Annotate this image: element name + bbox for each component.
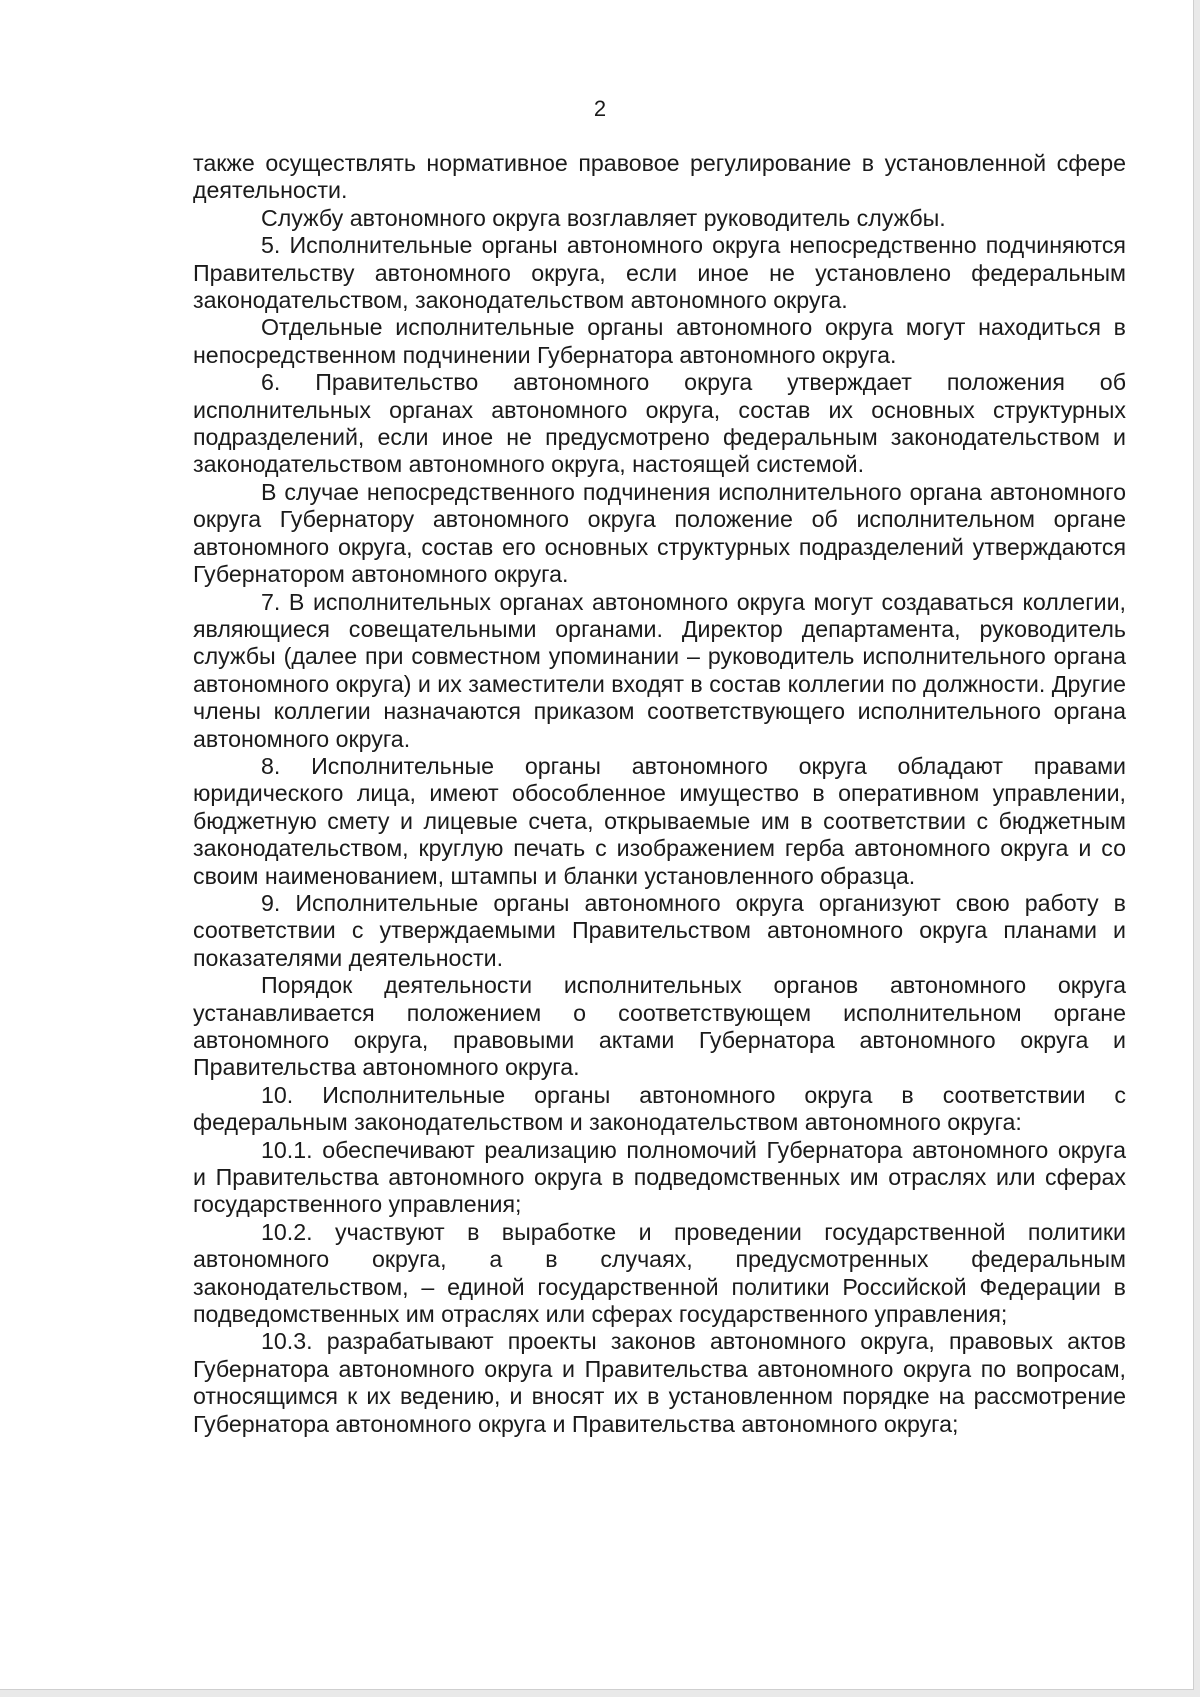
- paragraph-item-8: 8. Исполнительные органы автономного округа обладают правами юридического лица, имеют обособленное имущество в оперативном управлении, бюджетную смету и лицевые счета, открываемые им в соответствии с бюджетным законодательством, круглую печать с изображением герба автономного округа и со своим наименованием, штампы и бланки установленного образца.: [193, 752, 1126, 889]
- paragraph-item-10-1: 10.1. обеспечивают реализацию полномочий Губернатора автономного округа и Правительства автономного округа в подведомственных им отраслях или сферах государственного управления;: [193, 1136, 1126, 1218]
- paragraph-item-7: 7. В исполнительных органах автономного округа могут создаваться коллегии, являющиеся совещательными органами. Директор департамента, руководитель службы (далее при совместном упоминании – руководитель исполнительного органа автономного округа) и их заместители входят в состав коллегии по должности. Другие члены коллегии назначаются приказом соответствующего исполнительного органа автономного округа.: [193, 588, 1126, 752]
- paragraph-item-5: 5. Исполнительные органы автономного округа непосредственно подчиняются Правительству автономного округа, если иное не установлено федеральным законодательством, законодательством автономного округа.: [193, 232, 1126, 314]
- paragraph-item-6-governor: В случае непосредственного подчинения исполнительного органа автономного округа Губернатору автономного округа положение об исполнительном органе автономного округа, состав его основных структурных подразделений утверждаются Губернатором автономного округа.: [193, 478, 1126, 588]
- page-number: 2: [593, 96, 607, 121]
- paragraph-item-10-2: 10.2. участвуют в выработке и проведении государственной политики автономного округа, а в случаях, предусмотренных федеральным законодательством, – единой государственной политики Российской Федерации в подведомственных им отраслях или сферах государственного управления;: [193, 1218, 1126, 1328]
- document-body: [193, 150, 1126, 1438]
- paragraph-item-6: 6. Правительство автономного округа утверждает положения об исполнительных органах автономного округа, состав их основных структурных подразделений, если иное не предусмотрено федеральным законодательством и законодательством автономного округа, настоящей системой.: [193, 369, 1126, 478]
- paragraph-item-9: 9. Исполнительные органы автономного округа организуют свою работу в соответствии с утверждаемыми Правительством автономного округа планами и показателями деятельности.: [193, 889, 1126, 971]
- paragraph-item-5-subordination: Отдельные исполнительные органы автономного округа могут находиться в непосредственном подчинении Губернатора автономного округа.: [193, 314, 1126, 368]
- paragraph-item-9-procedure: Порядок деятельности исполнительных органов автономного округа устанавливается положением о соответствующем исполнительном органе автономного округа, правовыми актами Губернатора автономного округа и Правительства автономного округа.: [193, 972, 1126, 1081]
- paragraph-item-10: 10. Исполнительные органы автономного округа в соответствии с федеральным законодательством и законодательством автономного округа:: [193, 1081, 1126, 1136]
- paragraph-item-10-3: 10.3. разрабатывают проекты законов автономного округа, правовых актов Губернатора автономного округа и Правительства автономного округа по вопросам, относящимся к их ведению, и вносят их в установленном порядке на рассмотрение Губернатора автономного округа и Правительства автономного округа;: [193, 1328, 1126, 1437]
- paragraph-service-head: Службу автономного округа возглавляет руководитель службы.: [261, 204, 946, 231]
- paragraph-continuation: также осуществлять нормативное правовое регулирование в установленной сфере деятельности.: [193, 150, 1126, 204]
